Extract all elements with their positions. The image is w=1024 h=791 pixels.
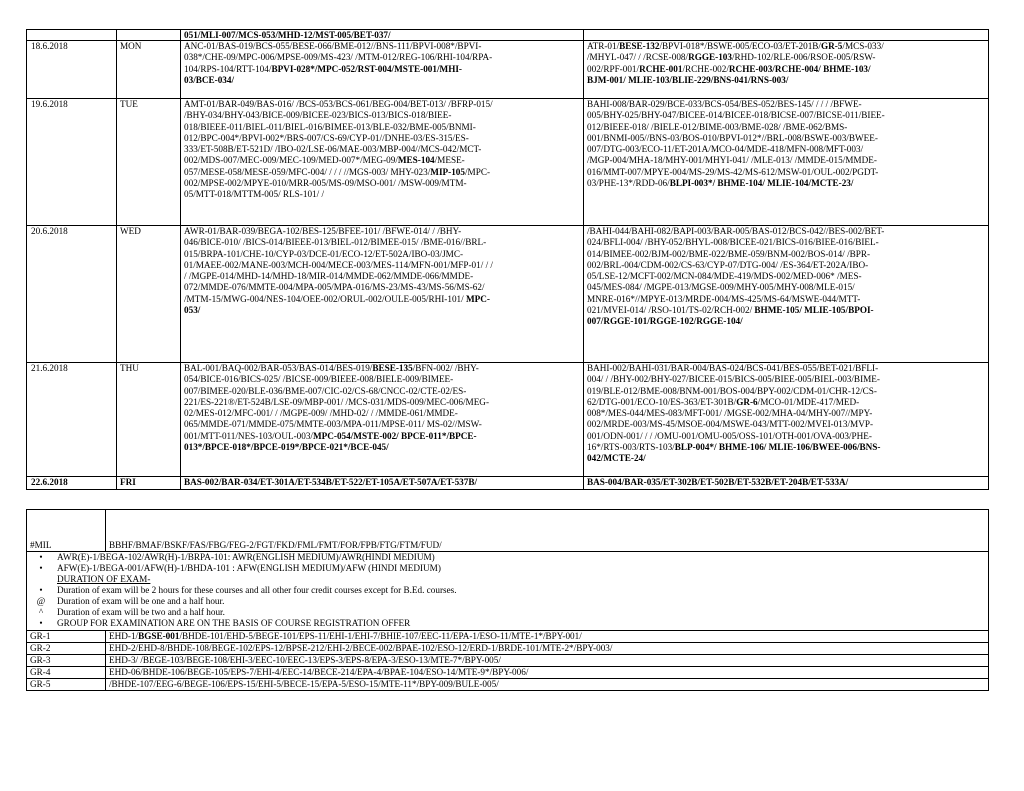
- bullet-marker: ^: [38, 607, 44, 617]
- bullet-marker: •: [39, 563, 43, 573]
- evening-course-text: 019/BLE-012/BME-008/BNM-001/BOS-004/BPY-002/CDM-01/CHR-12/CS-: [587, 385, 877, 396]
- bullet-marker: •: [39, 618, 43, 628]
- evening-course-text: 042/MCTE-24/: [587, 453, 646, 464]
- evening-course-line: [587, 305, 985, 316]
- group-course-text: EHD-2/EHD-8/BHDE-108/BEGE-102/EPS-12/BPSE-212/EHI-2/BECE-002/BPAE-102/ESO-12/ERD-1/BRDE-101/MTE-2*/BPY-003/: [109, 643, 613, 653]
- evening-course-line: [587, 64, 985, 75]
- day-cell: [117, 363, 181, 477]
- evening-course-text: /MCO-01/MDE-417/MED-: [757, 396, 860, 407]
- morning-course-line: [184, 397, 580, 408]
- evening-course-text: 007/RGGE-101/RGGE-102/RGGE-104/: [587, 316, 743, 327]
- evening-course-text: 002/MRDE-003/MS-45/MSOE-004/MSWE-043/MTT-002/MVEI-013/MVP-: [587, 419, 874, 430]
- morning-course-text: /BHY-034/BHY-043/BICE-009/BICEE-023/BICS-013/BICS-018/BIEE-: [184, 110, 452, 121]
- morning-course-text: 01/MAEE-002/MANE-003/MCH-004/MECE-003/MES-114/MFN-001/MFP-01/ / /: [184, 259, 493, 270]
- group-courses: [106, 667, 989, 679]
- exam-notes: [27, 552, 989, 631]
- schedule-row: [27, 99, 989, 226]
- evening-course-line: [587, 408, 985, 419]
- morning-course-text: 05/MTT-018/MTTM-005/ RLS-101/ /: [184, 189, 325, 200]
- schedule-row: [27, 226, 989, 363]
- evening-course-text: MNRE-016*//MPYE-013/MRDE-004/MS-425/MS-64/MSWE-044/MTT-: [587, 293, 861, 304]
- evening-course-text: 03/PHE-13*/RDD-06/: [587, 178, 670, 189]
- evening-courses-cell: [584, 363, 989, 477]
- morning-course-line: [184, 260, 580, 271]
- evening-course-text: BJM-001/ MLIE-103/BLIE-229/BNS-041/RNS-003/: [587, 74, 789, 85]
- morning-course-text: 072/MMDE-076/MMTE-004/MPA-005/MPA-016/MS-23/MS-43/MS-56/MS-62/: [184, 282, 485, 293]
- morning-course-line: [184, 64, 580, 75]
- group-label-text: GR-5: [30, 679, 51, 689]
- note-item: [39, 585, 988, 596]
- evening-course-text: GR-5: [820, 41, 843, 51]
- bullet-marker: @: [36, 596, 46, 606]
- evening-course-line: [587, 260, 985, 271]
- morning-course-line: [184, 75, 580, 86]
- bullet-marker: •: [39, 585, 43, 595]
- evening-course-text: /RHD-102/RLE-006/RSOE-005/RSW-: [731, 52, 876, 63]
- evening-course-line: [587, 282, 985, 293]
- evening-course-text: 012/BIEEE-018/ /BIELE-012/BIME-003/BME-028/ /BME-062/BMS-: [587, 121, 848, 132]
- group-courses: [106, 679, 989, 691]
- evening-course-text: 005/BHY-025/BHY-047/BICEE-014/BICEE-018/BICSE-007/BICSE-011/BIEE-: [587, 110, 885, 121]
- morning-course-text: 013*/BPCE-018*/BPCE-019*/BPCE-021*/BCE-045/: [184, 442, 389, 453]
- evening-course-line: [587, 419, 985, 430]
- morning-course-text: 065/MMDE-071/MMDE-075/MMTE-003/MPA-011/MPSE-011/ MS-02//MSW-: [184, 419, 482, 430]
- evening-course-text: 002/BRL-004/CDM-002/CS-63/CYP-07/DTG-004/ /ES-364/ET-202A/IBO-: [587, 259, 869, 270]
- morning-course-line: [184, 189, 580, 200]
- day-cell: [117, 226, 181, 363]
- morning-course-text: BAS-002/BAR-034/ET-301A/ET-534B/ET-522/ET-105A/ET-507A/ET-537B/: [184, 477, 478, 487]
- morning-course-text: 333/ET-508B/ET-521D/ /IBO-02/LSE-06/MAE-003/MBP-004//MCS-042/MCT-: [184, 144, 482, 155]
- group-course-text: /BHDE-107/EEG-6/BEGE-106/EPS-15/EHI-5/BECE-15/EPA-5/ESO-15/MTE-11*/BPY-009/BULE-005/: [109, 679, 499, 689]
- schedule-row: [27, 30, 989, 41]
- mil-label: #MIL: [27, 510, 106, 552]
- evening-course-line: [587, 75, 985, 86]
- evening-course-text: BESE-132: [619, 41, 660, 51]
- evening-course-text: 05/LSE-12/MCFT-002/MCN-084/MDE-419/MDS-002/MED-006* /MES-: [587, 271, 862, 282]
- evening-courses-cell: [584, 41, 989, 99]
- evening-course-line: [587, 99, 985, 110]
- group-course-text: EHD-1/: [109, 631, 139, 641]
- evening-course-text: /BPVI-018*/BSWE-005/ECO-03/ET-201B/: [659, 41, 821, 51]
- evening-course-line: [587, 237, 985, 248]
- morning-course-text: BAL-001/BAQ-002/BAR-053/BAS-014/BES-019/: [184, 363, 373, 373]
- morning-course-line: [184, 294, 580, 305]
- mil-row: [27, 510, 989, 552]
- schedule-row: [27, 41, 989, 99]
- date-cell: [27, 99, 117, 226]
- note-item: [57, 574, 988, 585]
- morning-course-line: [184, 41, 580, 52]
- exam-day: THU: [120, 363, 139, 373]
- morning-course-text: / /MGPE-014/MHD-14/MHD-18/MIR-014/MMDE-062/MMDE-066/MMDE-: [184, 271, 474, 282]
- exam-group-row: [27, 667, 989, 679]
- evening-course-text: BHME-105/ MLIE-105/BPOI-: [754, 305, 874, 316]
- morning-course-line: [184, 363, 580, 374]
- morning-course-line: [184, 99, 580, 110]
- date-cell: [27, 30, 117, 41]
- evening-course-text: GR-6: [736, 396, 758, 407]
- evening-course-line: [587, 363, 985, 374]
- morning-course-text: 051/MLI-007/MCS-053/MHD-12/MST-005/BET-037/: [184, 30, 391, 40]
- morning-course-line: [184, 408, 580, 419]
- note-item: [39, 563, 988, 574]
- morning-course-text: 054/BICE-016/BICS-025/ /BICSE-009/BIEEE-008/BIELE-009/BIMEE-: [184, 374, 454, 385]
- note-item: [36, 596, 988, 607]
- morning-course-line: [184, 110, 580, 121]
- evening-course-text: 001/ODN-001/ / / /OMU-001/OMU-005/OSS-101/OTH-001/OVA-003/PHE-: [587, 430, 872, 441]
- morning-course-text: 038*/CHE-09/MPC-006/MPSE-009/MS-423/ /MTM-012/REG-106/RHI-104/RPA-: [184, 52, 493, 63]
- evening-course-text: 007/DTG-003/ECO-11/ET-201A/MCO-04/MDE-418/MFN-008/MFT-003/: [587, 144, 864, 155]
- date-cell: [27, 41, 117, 99]
- group-label: [27, 655, 106, 667]
- evening-course-line: [587, 122, 985, 133]
- morning-courses-cell: [181, 363, 584, 477]
- morning-course-text: /BFN-002/ /BHY-: [412, 363, 479, 373]
- exam-date: 19.6.2018: [31, 99, 68, 109]
- evening-course-line: [587, 431, 985, 442]
- group-courses: [106, 631, 989, 643]
- morning-course-text: 007/BIMEE-020/BLE-036/BME-007/CIC-02/CS-68/CNCC-02/CTE-02/ES-: [184, 385, 467, 396]
- evening-course-line: [587, 477, 985, 488]
- day-cell: [117, 477, 181, 490]
- morning-course-line: [184, 144, 580, 155]
- morning-course-line: [184, 282, 580, 293]
- exam-group-row: [27, 679, 989, 691]
- morning-course-line: [184, 374, 580, 385]
- exam-date: 22.6.2018: [31, 477, 68, 487]
- morning-courses-cell: [181, 477, 584, 490]
- evening-course-line: [587, 294, 985, 305]
- morning-course-text: 02/MES-012/MFC-001/ / /MGPE-009/ /MHD-02/ / /MMDE-061/MMDE-: [184, 408, 458, 419]
- morning-course-text: 053/: [184, 305, 201, 316]
- note-text: AWR(E)-1/BEGA-102/AWR(H)-1/BRPA-101: AWR(ENGLISH MEDIUM)/AWR(HINDI MEDIUM): [57, 552, 435, 562]
- group-label-text: GR-4: [30, 667, 51, 677]
- date-cell: [27, 477, 117, 490]
- group-courses: [106, 643, 989, 655]
- evening-course-text: 014/BIMEE-002/BJM-002/BME-022/BME-059/BNM-002/BOS-014/ /BPR-: [587, 248, 871, 259]
- morning-course-text: 018/BIEEE-011/BIEL-011/BIEL-016/BIMEE-013/BLE-032/BME-005/BNMI-: [184, 121, 476, 132]
- evening-course-line: [587, 133, 985, 144]
- morning-course-line: [184, 305, 580, 316]
- evening-course-line: [587, 249, 985, 260]
- schedule-row: [27, 363, 989, 477]
- morning-course-line: [184, 419, 580, 430]
- exam-date: 18.6.2018: [31, 41, 68, 51]
- morning-course-line: [184, 133, 580, 144]
- note-text: Duration of exam will be 2 hours for these courses and all other four credit courses except for B.Ed. courses.: [57, 585, 457, 595]
- evening-course-text: BLPI-003*/ BHME-104/ MLIE-104/MCTE-23/: [669, 178, 854, 189]
- evening-course-text: RCHE-003/RCHE-004/ BHME-103/: [728, 63, 871, 74]
- evening-course-text: 045/MES-084/ /MGPE-013/MGSE-009/MHY-005/MHY-008/MLE-015/: [587, 282, 855, 293]
- group-label-text: GR-3: [30, 655, 51, 665]
- evening-course-line: [587, 386, 985, 397]
- note-text: AFW(E)-1/BEGA-001/AFW(H)-1/BHDA-101 : AFW(ENGLISH MEDIUM)/AFW (HINDI MEDIUM): [57, 563, 441, 573]
- morning-course-text: BESE-135: [372, 363, 413, 373]
- morning-course-line: [184, 271, 580, 282]
- group-label: [27, 631, 106, 643]
- evening-course-text: 008*/MES-044/MES-083/MFT-001/ /MGSE-002/MHA-04/MHY-007//MPY-: [587, 408, 873, 419]
- evening-course-text: 002/RPF-001/: [587, 63, 640, 74]
- morning-courses-cell: [181, 41, 584, 99]
- evening-course-text: 024/BFLI-004/ /BHY-052/BHYL-008/BICEE-021/BICS-016/BIEE-016/BIEL-: [587, 237, 879, 248]
- morning-course-line: [184, 155, 580, 166]
- mil-courses: BBHF/BMAF/BSKF/FAS/FBG/FEG-2/FGT/FKD/FML/FMT/FOR/FPB/FTG/FTM/FUD/: [106, 510, 989, 552]
- group-course-text: BGSE-001: [138, 631, 180, 641]
- morning-course-text: 057/MESE-058/MESE-059/MFC-004/ / / / //MGS-003/ MHY-023/: [184, 166, 431, 177]
- evening-course-line: [587, 178, 985, 189]
- evening-course-line: [587, 442, 985, 453]
- evening-course-text: RCHE-001: [639, 63, 683, 74]
- evening-course-line: [587, 316, 985, 327]
- exam-notes-table: [26, 509, 989, 691]
- exam-group-row: [27, 631, 989, 643]
- morning-course-text: 002/MDS-007/MEC-009/MEC-109/MED-007*/MEG-09/: [184, 155, 398, 166]
- evening-course-text: RGGE-103: [688, 52, 732, 63]
- evening-course-line: [587, 144, 985, 155]
- bullet-marker: •: [39, 552, 43, 562]
- morning-course-line: [184, 30, 580, 40]
- exam-day: TUE: [120, 99, 138, 109]
- note-text: Duration of exam will be two and a half hour.: [57, 607, 225, 617]
- evening-course-text: 16*/RTS-003/RTS-103/: [587, 442, 675, 453]
- morning-course-text: 001/MTT-011/NES-103/OUL-003/: [184, 430, 313, 441]
- group-courses: [106, 655, 989, 667]
- note-text: Duration of exam will be one and a half hour.: [57, 596, 225, 606]
- evening-course-text: BLP-004*/ BHME-106/ MLIE-106/BWEE-006/BNS-: [674, 442, 881, 453]
- morning-course-text: 015/BRPA-101/CHE-10/CYP-03/DCE-01/ECO-12/ET-502A/IBO-03/JMC-: [184, 248, 464, 259]
- morning-course-line: [184, 442, 580, 453]
- exam-day: MON: [120, 41, 142, 51]
- evening-courses-cell: [584, 99, 989, 226]
- evening-course-line: [587, 52, 985, 63]
- morning-course-line: [184, 249, 580, 260]
- date-cell: [27, 226, 117, 363]
- group-label-text: GR-2: [30, 643, 51, 653]
- evening-course-line: [587, 374, 985, 385]
- exam-schedule-table: [26, 29, 989, 490]
- evening-course-text: 004/ / /BHY-002/BHY-027/BICEE-015/BICS-005/BIEE-005/BIEL-003/BIME-: [587, 374, 880, 385]
- exam-date: 21.6.2018: [31, 363, 68, 373]
- group-label-text: GR-1: [30, 631, 51, 641]
- exam-date: 20.6.2018: [31, 226, 68, 236]
- morning-course-text: /MTM-15/MWG-004/NES-104/OEE-002/ORUL-002/OULE-005/RHI-101/: [184, 293, 466, 304]
- note-item: [39, 552, 988, 563]
- morning-course-text: AWR-01/BAR-039/BEGA-102/BES-125/BFEE-101/ /BFWE-014/ / /BHY-: [184, 226, 462, 236]
- evening-courses-cell: [584, 477, 989, 490]
- morning-course-text: 046/BICE-010/ /BICS-014/BIEEE-013/BIEL-012/BIMEE-015/ /BME-016//BRL-: [184, 237, 487, 248]
- morning-course-text: 104/RPS-104/RTT-104/: [184, 63, 272, 74]
- morning-course-text: 03/BCE-034/: [184, 74, 235, 85]
- evening-course-text: 62/DTG-001/ECO-10/ES-363/ET-301B/: [587, 396, 737, 407]
- evening-course-line: [587, 397, 985, 408]
- group-label: [27, 667, 106, 679]
- morning-course-text: MPC-: [465, 293, 490, 304]
- morning-courses-cell: [181, 99, 584, 226]
- morning-course-text: 221/ES-221®/ET-524B/LSE-09/MBP-001/ /MCS-031/MDS-009/MEC-006/MEG-: [184, 396, 489, 407]
- morning-course-text: 002/MPSE-002/MPYE-010/MRR-005/MS-09/MSO-001/ /MSW-009/MTM-: [184, 178, 467, 189]
- day-cell: [117, 41, 181, 99]
- evening-course-text: BAHI-002/BAHI-031/BAR-004/BAS-024/BCS-041/BES-055/BET-021/BFLI-: [587, 363, 879, 373]
- exam-day: WED: [120, 226, 141, 236]
- morning-courses-cell: [181, 30, 584, 41]
- evening-course-text: 021/MVEI-014/ /RSO-101/TS-02/RCH-002/: [587, 305, 755, 316]
- day-cell: [117, 99, 181, 226]
- group-course-text: EHD-06/BHDE-106/BEGE-105/EPS-7/EHI-4/EEC-14/BECE-214/EPA-4/BPAE-104/ESO-14/MTE-9*/BPY-006/: [109, 667, 529, 677]
- evening-course-line: [587, 453, 985, 464]
- evening-course-text: BAS-004/BAR-035/ET-302B/ET-502B/ET-532B/ET-204B/ET-533A/: [587, 477, 849, 487]
- morning-courses-cell: [181, 226, 584, 363]
- evening-courses-cell: [584, 226, 989, 363]
- group-course-text: EHD-3/ /BEGE-103/BEGE-108/EHI-3/EEC-10/EEC-13/EPS-3/EPS-8/EPA-3/ESO-13/MTE-7*/BPY-005/: [109, 655, 501, 665]
- evening-course-line: [587, 271, 985, 282]
- evening-course-text: /MHYL-047/ / /RCSE-008/: [587, 52, 689, 63]
- evening-course-text: /BAHI-044/BAHI-082/BAPI-003/BAR-005/BAS-012/BCS-042//BES-002/BET-: [587, 226, 885, 236]
- group-course-text: /BHDE-101/EHD-5/BEGE-101/EPS-11/EHI-1/EHI-7/BHIE-107/EEC-11/EPA-1/ESO-11/MTE-1*/BPY-001/: [179, 631, 582, 641]
- morning-course-line: [184, 167, 580, 178]
- morning-course-line: [184, 477, 580, 488]
- group-label: [27, 643, 106, 655]
- morning-course-line: [184, 237, 580, 248]
- morning-course-line: [184, 386, 580, 397]
- evening-course-text: 001/BNMI-005//BNS-03/BOS-010/BPVI-012*//BRL-008/BSWE-003/BWEE-: [587, 132, 878, 143]
- evening-course-text: /MCS-033/: [842, 41, 884, 51]
- group-label: [27, 679, 106, 691]
- note-text: DURATION OF EXAM-: [57, 574, 151, 584]
- evening-course-line: [587, 155, 985, 166]
- morning-course-text: /MESE-: [434, 155, 465, 166]
- morning-course-text: BPVI-028*/MPC-052/RST-004/MSTE-001/MHI-: [271, 63, 462, 74]
- date-cell: [27, 363, 117, 477]
- evening-course-text: 016/MMT-007/MPYE-004/MS-29/MS-42/MS-612/MSW-01/OUL-002/PGDT-: [587, 166, 879, 177]
- evening-course-line: [587, 110, 985, 121]
- day-cell: [117, 30, 181, 41]
- morning-course-text: AMT-01/BAR-049/BAS-016/ /BCS-053/BCS-061/BEG-004/BET-013/ /BFRP-015/: [184, 99, 493, 109]
- morning-course-line: [184, 226, 580, 237]
- morning-course-text: 012/BPC-004*/BPVI-002*/BRS-007/CS-69/CYP-01//DNHE-03/ES-315/ES-: [184, 132, 469, 143]
- evening-course-line: [587, 167, 985, 178]
- morning-course-line: [184, 52, 580, 63]
- evening-course-text: ATR-01/: [587, 41, 620, 51]
- morning-course-text: /MPC-: [465, 166, 491, 177]
- morning-course-text: ANC-01/BAS-019/BCS-055/BESE-066/BME-012//BNS-111/BPVI-008*/BPVI-: [184, 41, 482, 51]
- note-item: [38, 607, 988, 618]
- morning-course-line: [184, 122, 580, 133]
- evening-course-text: /RCHE-002/: [682, 63, 729, 74]
- exam-day: FRI: [120, 477, 136, 487]
- evening-course-line: [587, 226, 985, 237]
- morning-course-text: MPC-054/MSTE-002/ BPCE-011*/BPCE-: [312, 430, 477, 441]
- schedule-row: [27, 477, 989, 490]
- morning-course-line: [184, 431, 580, 442]
- note-text: GROUP FOR EXAMINATION ARE ON THE BASIS OF COURSE REGISTRATION OFFER: [57, 618, 411, 628]
- morning-course-text: MIP-105: [430, 166, 465, 177]
- note-item: [39, 618, 988, 629]
- exam-group-row: [27, 643, 989, 655]
- evening-course-text: /MGP-004/MHA-18/MHY-001/MHYI-041/ /MLE-013/ /MMDE-015/MMDE-: [587, 155, 877, 166]
- exam-groups: [27, 631, 989, 691]
- evening-course-line: [587, 41, 985, 52]
- exam-group-row: [27, 655, 989, 667]
- evening-courses-cell: [584, 30, 989, 41]
- evening-course-text: BAHI-008/BAR-029/BCE-033/BCS-054/BES-052/BES-145/ / / / /BFWE-: [587, 99, 862, 109]
- notes-row: [27, 552, 989, 631]
- morning-course-line: [184, 178, 580, 189]
- morning-course-text: MES-104: [397, 155, 435, 166]
